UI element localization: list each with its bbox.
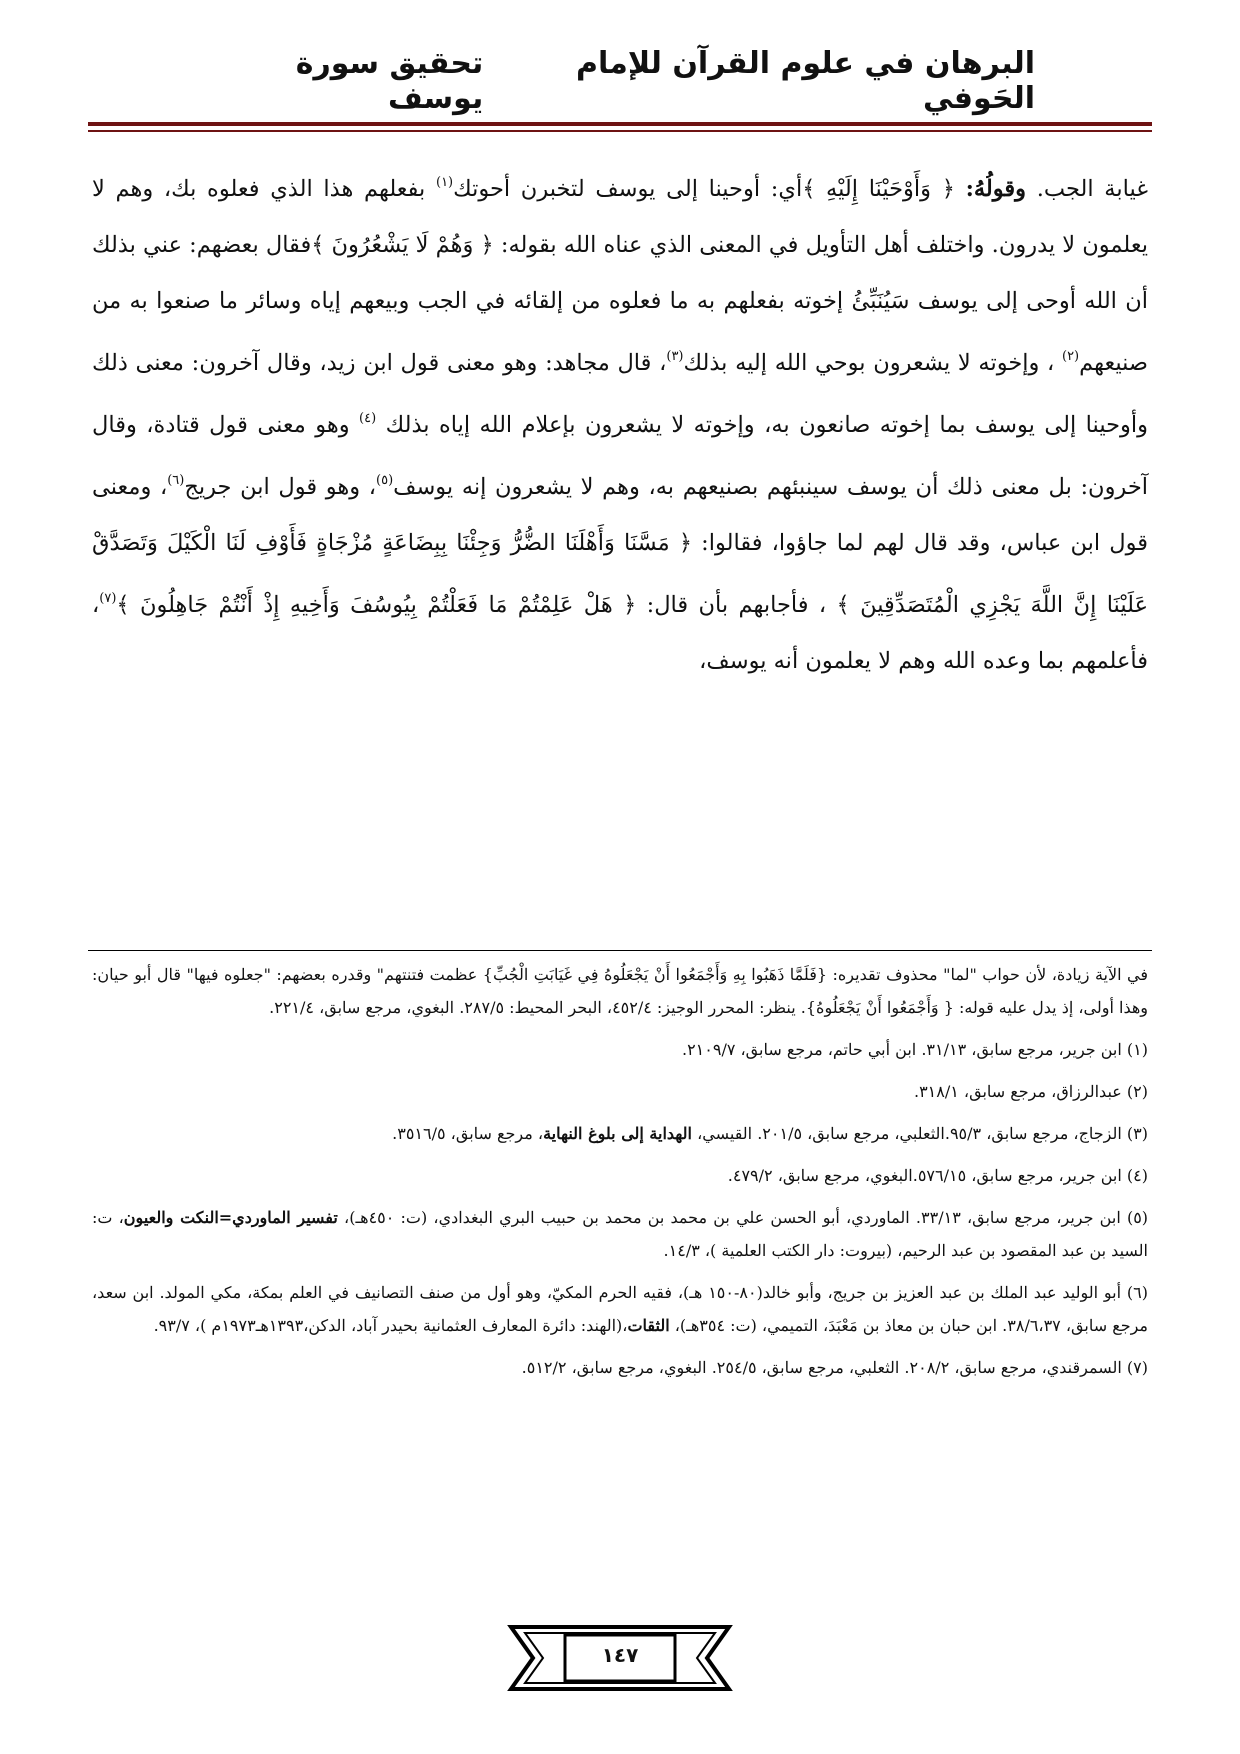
text-run: ، ومعنى قول ابن عباس، وقد قال لهم لما جاؤوا، فقالوا: (92, 474, 1148, 556)
footnote-ref[interactable]: (٥) (376, 473, 394, 488)
footnote-5 (92, 1201, 1148, 1267)
text-run: غيابة الجب. (1026, 176, 1148, 202)
footnote-ref[interactable]: (١) (435, 175, 454, 190)
footnote-text: (٥) ابن جرير، مرجع سابق، ٣٣/١٣. الماوردي، أبو الحسن علي بن محمد بن محمد بن حبيب البري البغدادي، (ت: ٤٥٠هـ)، (337, 1208, 1149, 1227)
footnote-ref[interactable]: (٣) (666, 349, 684, 364)
text-run: بفعلهم هذا الذي فعلوه بك، وهم لا يعلمون لا يدرون. واختلف أهل التأويل في المعنى الذي عناه الله بقوله: (92, 176, 1148, 258)
footnote-ref[interactable]: (٧) (99, 591, 117, 606)
footnote-text: (٦) أبو الوليد عبد الملك بن عبد العزيز بن جريج، وأبو خالد(٨٠-١٥٠ هـ)، فقيه الحرم المكيّ، وهو أول من صنف التصانيف في العلم بمكة، مكي المولد. ابن سعد، مرجع سابق، ٣٨/٦،٣٧. ابن حبان بن معاذ بن مَعْبَدَ، التميمي، (ت: ٣٥٤هـ)، (92, 1283, 1148, 1335)
footnote-4: (٤) ابن جرير، مرجع سابق، ٥٧٦/١٥.البغوي، مرجع سابق، ٤٧٩/٢. (727, 1166, 1148, 1185)
main-text (92, 155, 1148, 689)
text-run: ، فأجابهم بأن قال: (636, 592, 837, 618)
footnote-3 (92, 1117, 1148, 1150)
text-run: ، قال مجاهد: وهو معنى قول ابن زيد، وقال آخرون: معنى ذلك وأوحينا إلى يوسف بما إخوته صانعون به، وإخوته لا يشعرون بإعلام الله إياه بذلك (92, 350, 1148, 438)
page-number: ١٤٧ (601, 1643, 639, 1667)
footnote-continuation: في الآية زيادة، لأن حواب "لما" محذوف تقديره: {فَلَمَّا ذَهَبُوا بِهِ وَأَجْمَعُوا أَنْ يَجْعَلُوهُ فِي غَيَابَتِ الْجُبِّ} عظمت فتنتهم" وقدره بعضهم: "جعلوه فيها" قال أبو حيان: وهذا أولى، إذ يدل عليه قوله: { وَأَجْمَعُوا أَنْ يَجْعَلُوهُ}. ينظر: المحرر الوجيز: ٤٥٢/٤، البحر المحيط: ٢٨٧/٥. البغوي، مرجع سابق، ٢٢١/٤. (92, 965, 1149, 1017)
text-run: فقال بعضهم: عني بذلك أن الله أوحى إلى يوسف سَيُنَبِّئُ إخوته بفعلهم به ما فعلوه من إلقائه في الجب وبيعهم إياه وسائر ما صنعوا به من صنيعهم (91, 232, 1149, 376)
footnote-book-title: الهداية إلى بلوغ النهاية (543, 1124, 692, 1143)
text-run: وهو معنى قول قتادة، وقال آخرون: بل معنى ذلك أن يوسف سينبئهم بصنيعهم به، وهم لا يشعرون إنه يوسف (92, 412, 1149, 500)
text-run: أي: أوحينا إلى يوسف لتخبرن أحوتك (453, 176, 803, 202)
footnote-1: (١) ابن جرير، مرجع سابق، ٣١/١٣. ابن أبي حاتم، مرجع سابق، ٢١٠٩/٧. (681, 1040, 1148, 1059)
main-paragraph (92, 155, 1148, 689)
footnote-book-title: تفسير الماوردي=النكت والعيون (123, 1208, 338, 1227)
footnote-2: (٢) عبدالرزاق، مرجع سابق، ٣١٨/١. (913, 1082, 1148, 1101)
footnote-ref[interactable]: (٢) (1061, 349, 1080, 364)
footnote-ref[interactable]: (٤) (359, 411, 377, 426)
footnote-ref[interactable]: (٦) (167, 473, 185, 488)
header-rule-thin (88, 130, 1152, 132)
text-run: ، وهو قول ابن جريج (184, 474, 377, 500)
quran-verse: ﴿ مَسَّنَا وَأَهْلَنَا الضُّرُّ وَجِئْنَا بِبِضَاعَةٍ مُزْجَاةٍ فَأَوْفِ لَنَا الْكَيْلَ وَتَصَدَّقْ عَلَيْنَا إِنَّ اللَّهَ يَجْزِي الْمُتَصَدِّقِينَ ﴾ (92, 530, 1149, 618)
page-number-ornament (505, 1623, 735, 1693)
quran-verse: ﴿ هَلْ عَلِمْتُمْ مَا فَعَلْتُمْ بِيُوسُفَ وَأَخِيهِ إِذْ أَنْتُمْ جَاهِلُونَ ﴾ (116, 592, 637, 618)
footnote-text: ،(الهند: دائرة المعارف العثمانية بحيدر آباد، الدكن،١٣٩٣هـ١٩٧٣م )، ٩٣/٧. (153, 1316, 628, 1335)
footnote-separator (88, 950, 1152, 951)
footnote-6 (92, 1276, 1148, 1342)
text-run: ، وإخوته لا يشعرون بوحي الله إليه بذلك (683, 350, 1062, 376)
footnote-text: ، مرجع سابق، ٣٥١٦/٥. (392, 1124, 544, 1143)
book-title: البرهان في علوم القرآن للإمام الحَوفي (576, 46, 1035, 116)
header-rule-thick (88, 122, 1152, 126)
text-run: ، فأعلمهم بما وعده الله وهم لا يعلمون أنه يوسف، (92, 592, 1148, 674)
quran-verse: ﴿ وَأَوْحَيْنَا إِلَيْهِ ﴾ (802, 176, 966, 202)
footnotes (92, 958, 1148, 1393)
quran-verse: ﴿ وَهُمْ لَا يَشْعُرُونَ ﴾ (311, 232, 494, 258)
page-header (205, 46, 1035, 116)
footnote-text: ، ت: السيد بن عبد المقصود بن عبد الرحيم، (بيروت: دار الكتب العلمية )، ١٤/٣. (92, 1208, 1148, 1260)
footnote-book-title: الثقات (627, 1316, 670, 1335)
footnote-7: (٧) السمرقندي، مرجع سابق، ٢٠٨/٢. الثعلبي، مرجع سابق، ٢٥٤/٥. البغوي، مرجع سابق، ٥١٢/٢. (521, 1358, 1148, 1377)
section-title: تحقيق سورة يوسف (295, 46, 484, 116)
bold-run: وقولُهُ: (965, 176, 1027, 202)
footnote-text: (٣) الزجاج، مرجع سابق، ٩٥/٣.الثعلبي، مرجع سابق، ٢٠١/٥. القيسي، (692, 1124, 1148, 1143)
